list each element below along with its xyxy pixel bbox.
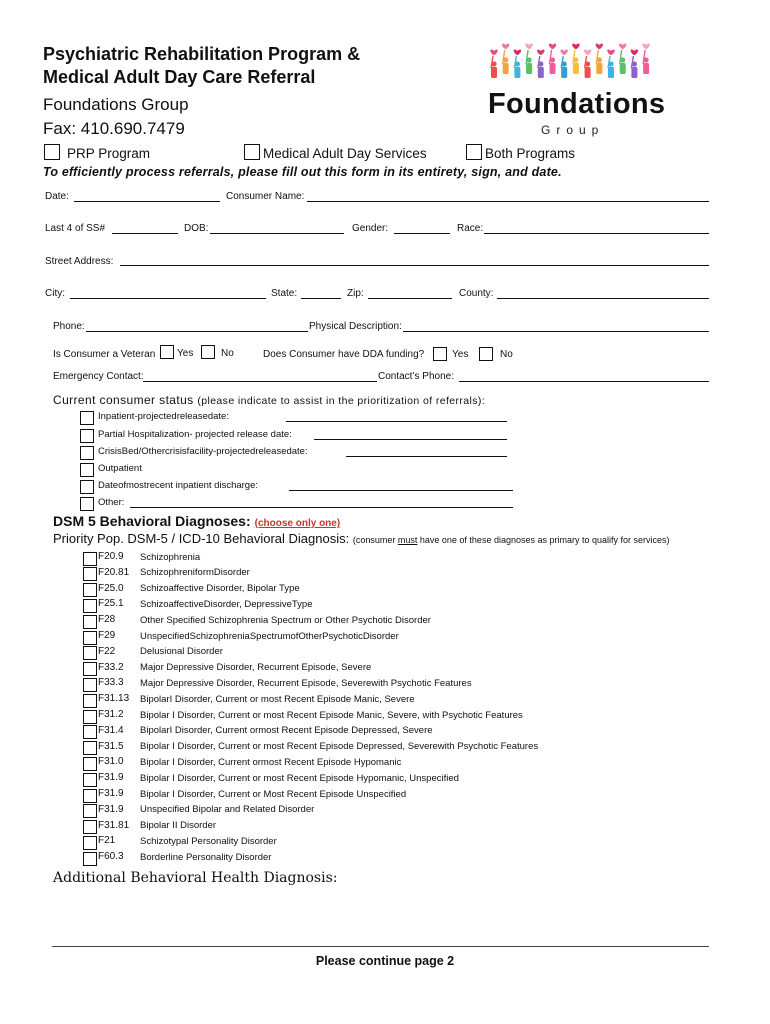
- street-field[interactable]: [120, 265, 709, 266]
- dsm-code: F31.4: [98, 724, 124, 736]
- status-checkbox-other[interactable]: [80, 497, 94, 511]
- dsm-code: F31.0: [98, 756, 124, 768]
- logo-subtitle: Group: [541, 123, 605, 137]
- footer-continue: Please continue page 2: [315, 954, 455, 968]
- crisis-date-field[interactable]: [346, 456, 507, 457]
- dsm-code: F28: [98, 614, 116, 626]
- veteran-no-checkbox[interactable]: [201, 345, 215, 359]
- org-name: Foundations Group: [43, 95, 189, 114]
- heart-icon: [549, 43, 556, 49]
- medical-adult-day-label: Medical Adult Day Services: [263, 146, 427, 161]
- person-body-icon: [643, 63, 649, 74]
- dsm-description: Bipolar II Disorder: [140, 820, 217, 832]
- status-heading-text: Current consumer status: [53, 393, 194, 407]
- status-checkbox-outpatient[interactable]: [80, 463, 94, 477]
- dsm-checkbox[interactable]: [83, 757, 97, 771]
- street-label: Street Address:: [45, 256, 114, 267]
- both-programs-label: Both Programs: [485, 146, 576, 161]
- dsm-code: F21: [98, 835, 116, 847]
- dsm-checkbox[interactable]: [83, 725, 97, 739]
- dsm-checkbox[interactable]: [83, 646, 97, 660]
- gender-field[interactable]: [394, 233, 450, 234]
- dsm-checkbox[interactable]: [83, 773, 97, 787]
- date-label: Date:: [45, 191, 69, 202]
- county-field[interactable]: [497, 298, 709, 299]
- both-programs-checkbox[interactable]: [466, 144, 482, 160]
- dsm-code: F25.0: [98, 582, 124, 594]
- county-label: County:: [459, 288, 494, 299]
- heart-icon: [502, 43, 509, 49]
- heart-icon: [560, 49, 567, 55]
- partial-date-field[interactable]: [314, 439, 507, 440]
- dsm-description: UnspecifiedSchizophreniaSpectrumofOtherPsychoticDisorder: [140, 630, 399, 642]
- heart-icon: [525, 43, 532, 49]
- dsm-checkbox[interactable]: [83, 710, 97, 724]
- physical-description-label: Physical Description:: [309, 321, 402, 332]
- dsm-checkbox[interactable]: [83, 631, 97, 645]
- person-body-icon: [561, 67, 567, 78]
- dsm-description: BipolarI Disorder, Current ormost Recent Episode Depressed, Severe: [140, 725, 433, 737]
- state-label: State:: [271, 288, 298, 299]
- heart-icon: [642, 43, 649, 49]
- state-field[interactable]: [301, 298, 341, 299]
- dsm-code: F31.9: [98, 803, 124, 815]
- dsm-description: Unspecified Bipolar and Related Disorder: [140, 804, 315, 816]
- status-item-crisis: CrisisBed/Othercrisisfacility-projectedreleasedate:: [98, 446, 308, 457]
- dsm-description: Schizoaffective Disorder, Bipolar Type: [140, 583, 300, 595]
- priority-note-pre: (consumer: [352, 535, 398, 545]
- dsm-code: F31.5: [98, 740, 124, 752]
- dsm-checkbox[interactable]: [83, 567, 97, 581]
- dsm-checkbox[interactable]: [83, 694, 97, 708]
- priority-note-must: must: [397, 535, 418, 545]
- priority-note-post: have one of these diagnoses as primary to qualify for services): [417, 535, 670, 545]
- dsm-checkbox[interactable]: [83, 804, 97, 818]
- dda-yes-checkbox[interactable]: [433, 347, 447, 361]
- dsm-checkbox[interactable]: [83, 552, 97, 566]
- zip-field[interactable]: [368, 298, 452, 299]
- contact-phone-field[interactable]: [459, 381, 709, 382]
- org-info: [43, 93, 189, 141]
- dsm-code: F60.3: [98, 851, 124, 863]
- dsm-checkbox[interactable]: [83, 836, 97, 850]
- dsm-code: F33.2: [98, 661, 124, 673]
- additional-diagnosis-label: Additional Behavioral Health Diagnosis:: [53, 870, 338, 886]
- other-status-field[interactable]: [130, 507, 513, 508]
- date-field[interactable]: [74, 201, 220, 202]
- dsm-code: F25.1: [98, 598, 124, 610]
- city-field[interactable]: [70, 298, 266, 299]
- dsm-checkbox[interactable]: [83, 789, 97, 803]
- dsm-checkbox[interactable]: [83, 820, 97, 834]
- dsm-heading: [53, 513, 340, 529]
- dob-field[interactable]: [210, 233, 344, 234]
- prp-program-label: PRP Program: [67, 146, 151, 161]
- person-body-icon: [620, 63, 626, 74]
- status-item-partial: Partial Hospitalization- projected release date:: [98, 429, 292, 440]
- status-item-outpatient: Outpatient: [98, 463, 142, 474]
- dsm-description: Schizotypal Personality Disorder: [140, 835, 277, 847]
- prp-program-checkbox[interactable]: [44, 144, 60, 160]
- dsm-code: F31.81: [98, 819, 130, 831]
- city-label: City:: [45, 288, 65, 299]
- dsm-code: F31.9: [98, 788, 124, 799]
- person-body-icon: [491, 67, 497, 78]
- veteran-yes-label: Yes: [177, 348, 194, 359]
- heart-icon: [619, 43, 626, 49]
- footer-divider: [52, 946, 709, 947]
- status-checkbox-crisis[interactable]: [80, 446, 94, 460]
- person-body-icon: [514, 67, 520, 78]
- status-checkbox-discharge[interactable]: [80, 480, 94, 494]
- status-heading: [53, 393, 485, 407]
- ssn-field[interactable]: [112, 233, 178, 234]
- veteran-no-label: No: [221, 348, 234, 359]
- dda-yes-label: Yes: [452, 349, 469, 360]
- emergency-contact-label: Emergency Contact:: [53, 371, 144, 382]
- dsm-description: Major Depressive Disorder, Recurrent Episode, Severe: [140, 662, 372, 674]
- dsm-code: F29: [98, 630, 116, 641]
- phone-field[interactable]: [86, 331, 308, 332]
- heart-icon: [490, 49, 497, 55]
- dsm-code: F31.2: [98, 709, 124, 720]
- person-body-icon: [608, 67, 614, 78]
- dsm-description: Other Specified Schizophrenia Spectrum or Other Psychotic Disorder: [140, 614, 431, 626]
- person-body-icon: [596, 63, 602, 74]
- dsm-description: Major Depressive Disorder, Recurrent Episode, Severewith Psychotic Features: [140, 677, 472, 689]
- dsm-code: F22: [98, 645, 116, 657]
- dsm-code: F33.3: [98, 677, 124, 689]
- dsm-description: Delusional Disorder: [140, 646, 223, 658]
- heart-icon: [572, 43, 579, 49]
- emergency-contact-field[interactable]: [143, 381, 377, 382]
- dsm-checkbox[interactable]: [83, 662, 97, 676]
- heart-icon: [537, 49, 544, 55]
- discharge-date-field[interactable]: [289, 490, 513, 491]
- heart-icon: [607, 49, 614, 55]
- race-field[interactable]: [484, 233, 709, 234]
- status-item-discharge: Dateofmostrecent inpatient discharge:: [98, 480, 259, 491]
- status-item-other: Other:: [98, 497, 125, 508]
- dsm-description: BipolarI Disorder, Current or most Recent Episode Manic, Severe: [140, 693, 415, 705]
- choose-only-one-note: (choose only one): [254, 518, 341, 529]
- dsm-checkbox[interactable]: [83, 741, 97, 755]
- dsm-heading-text: DSM 5 Behavioral Diagnoses:: [53, 513, 251, 529]
- dsm-checkbox[interactable]: [83, 615, 97, 629]
- ssn-label: Last 4 of SS#: [45, 223, 106, 234]
- consumer-name-label: Consumer Name:: [226, 191, 305, 202]
- person-body-icon: [585, 67, 591, 78]
- dsm-description: Schizophrenia: [140, 551, 201, 563]
- phone-label: Phone:: [53, 321, 85, 332]
- dsm-code: F31.9: [98, 772, 124, 784]
- dsm-checkbox[interactable]: [83, 852, 97, 866]
- dsm-code: F20.9: [98, 551, 124, 562]
- dda-no-checkbox[interactable]: [479, 347, 493, 361]
- dsm-description: SchizoaffectiveDisorder, DepressiveType: [140, 598, 313, 610]
- dsm-code: F31.13: [98, 693, 130, 705]
- priority-text: Priority Pop. DSM-5 / ICD-10 Behavioral Diagnosis:: [53, 531, 350, 546]
- dob-label: DOB:: [184, 223, 209, 234]
- dsm-description: Bipolar I Disorder, Current or Most Recent Episode Unspecified: [140, 788, 407, 800]
- medical-adult-day-checkbox[interactable]: [244, 144, 260, 160]
- dsm-code: F20.81: [98, 566, 130, 578]
- veteran-yes-checkbox[interactable]: [160, 345, 174, 359]
- form-title: [43, 43, 360, 89]
- dsm-checkbox[interactable]: [83, 599, 97, 613]
- zip-label: Zip:: [347, 288, 364, 299]
- person-body-icon: [526, 63, 532, 74]
- fax-number: Fax: 410.690.7479: [43, 119, 185, 138]
- person-body-icon: [573, 63, 579, 74]
- race-label: Race:: [457, 223, 484, 234]
- contact-phone-label: Contact’s Phone:: [378, 371, 454, 382]
- dsm-description: Borderline Personality Disorder: [140, 851, 272, 863]
- veteran-label: Is Consumer a Veteran: [53, 349, 156, 360]
- dda-label: Does Consumer have DDA funding?: [263, 349, 425, 360]
- logo-word: Foundations: [488, 88, 666, 120]
- inpatient-date-field[interactable]: [286, 421, 507, 422]
- status-item-inpatient: Inpatient-projectedreleasedate:: [98, 411, 229, 422]
- dsm-description: SchizophreniformDisorder: [140, 567, 250, 579]
- dsm-description: Bipolar I Disorder, Current or most Recent Episode Hypomanic, Unspecified: [140, 772, 459, 784]
- gender-label: Gender:: [352, 223, 389, 234]
- person-body-icon: [538, 67, 544, 78]
- logo-figures-icon: [490, 43, 650, 78]
- heart-icon: [514, 49, 521, 55]
- title-line-1: Psychiatric Rehabilitation Program &: [43, 44, 361, 64]
- physical-description-field[interactable]: [403, 331, 709, 332]
- dsm-description: Bipolar I Disorder, Current or most Recent Episode Depressed, Severewith Psychotic Features: [140, 741, 539, 753]
- person-body-icon: [503, 63, 509, 74]
- person-body-icon: [631, 67, 637, 78]
- person-body-icon: [550, 63, 556, 74]
- status-checkbox-partial[interactable]: [80, 429, 94, 443]
- priority-note: [353, 535, 670, 545]
- title-line-2: Medical Adult Day Care Referral: [43, 67, 316, 87]
- dsm-checkbox[interactable]: [83, 678, 97, 692]
- instructions: To efficiently process referrals, please fill out this form in its entirety, sign, and date.: [43, 165, 562, 179]
- consumer-name-field[interactable]: [307, 201, 709, 202]
- dsm-checkbox[interactable]: [83, 583, 97, 597]
- heart-icon: [584, 49, 591, 55]
- heart-icon: [596, 43, 603, 49]
- priority-population-heading: [53, 531, 670, 546]
- status-checkbox-inpatient[interactable]: [80, 411, 94, 425]
- heart-icon: [631, 49, 638, 55]
- dsm-description: Bipolar I Disorder, Current ormost Recent Episode Hypomanic: [140, 756, 402, 768]
- dda-no-label: No: [500, 349, 513, 360]
- status-heading-note: (please indicate to assist in the prioritization of referrals):: [197, 395, 486, 407]
- dsm-description: Bipolar I Disorder, Current or most Recent Episode Manic, Severe, with Psychotic Features: [140, 709, 523, 721]
